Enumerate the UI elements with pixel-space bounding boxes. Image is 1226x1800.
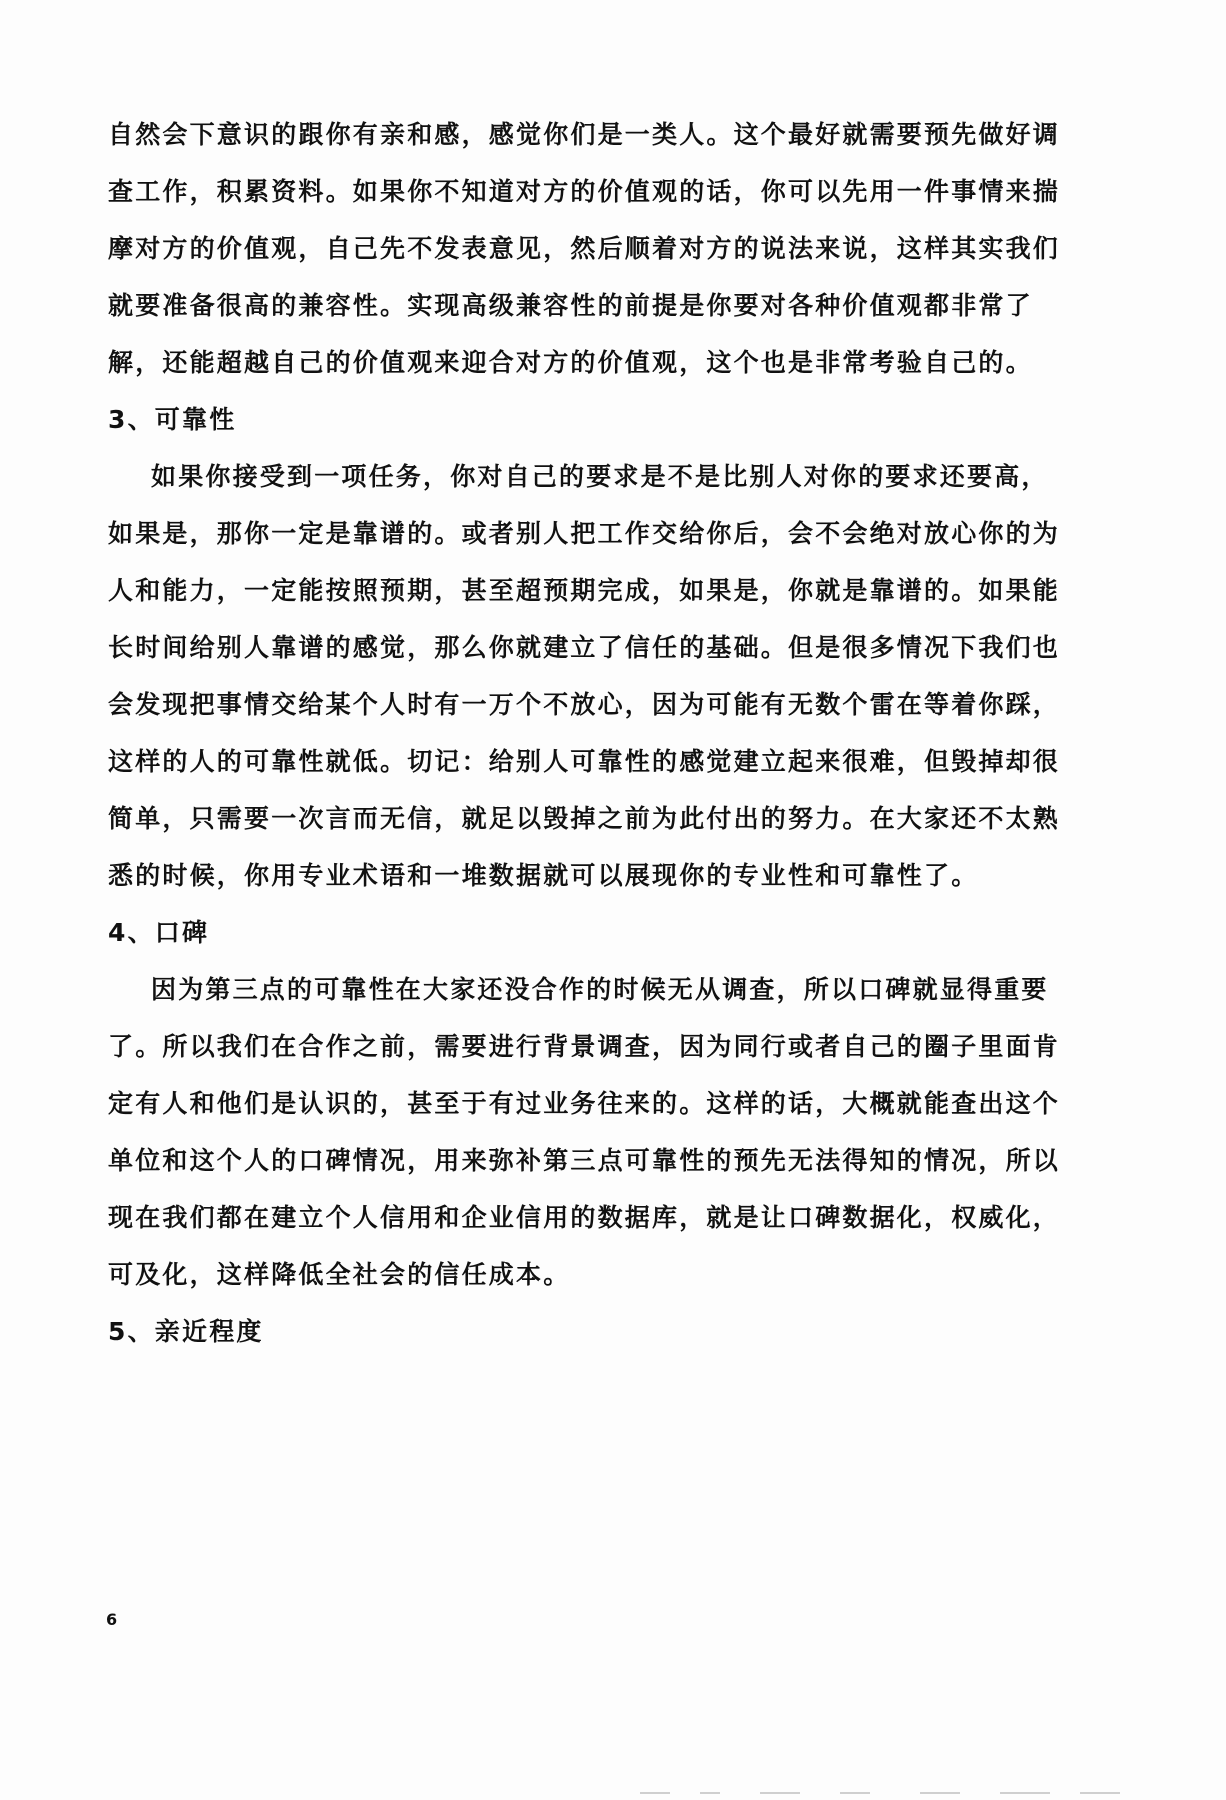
scan-artifact bbox=[640, 1792, 670, 1794]
paragraph-3-line-3: 定有人和他们是认识的，甚至于有过业务往来的。这样的话，大概就能查出这个 bbox=[108, 1089, 1061, 1118]
paragraph-3-line-2: 了。所以我们在合作之前，需要进行背景调查，因为同行或者自己的圈子里面肯 bbox=[108, 1032, 1061, 1061]
section-heading-5: 5、亲近程度 bbox=[108, 1317, 264, 1346]
scan-artifact bbox=[1000, 1792, 1050, 1794]
paragraph-2-line-8: 悉的时候，你用专业术语和一堆数据就可以展现你的专业性和可靠性了。 bbox=[108, 861, 979, 890]
paragraph-1-line-5: 解，还能超越自己的价值观来迎合对方的价值观，这个也是非常考验自己的。 bbox=[108, 348, 1033, 377]
paragraph-2-line-5: 会发现把事情交给某个人时有一万个不放心，因为可能有无数个雷在等着你踩， bbox=[108, 690, 1061, 719]
paragraph-2-line-7: 简单，只需要一次言而无信，就足以毁掉之前为此付出的努力。在大家还不太熟 bbox=[108, 804, 1061, 833]
paragraph-2-line-6: 这样的人的可靠性就低。切记：给别人可靠性的感觉建立起来很难，但毁掉却很 bbox=[108, 747, 1061, 776]
paragraph-3-line-4: 单位和这个人的口碑情况，用来弥补第三点可靠性的预先无法得知的情况，所以 bbox=[108, 1146, 1061, 1175]
paragraph-2-line-2: 如果是，那你一定是靠谱的。或者别人把工作交给你后，会不会绝对放心你的为 bbox=[108, 519, 1061, 548]
paragraph-3-line-5: 现在我们都在建立个人信用和企业信用的数据库，就是让口碑数据化，权威化， bbox=[108, 1203, 1061, 1232]
paragraph-1-line-2: 查工作，积累资料。如果你不知道对方的价值观的话，你可以先用一件事情来揣 bbox=[108, 177, 1061, 206]
scan-artifact bbox=[1080, 1792, 1120, 1794]
section-heading-4: 4、口碑 bbox=[108, 918, 210, 947]
paragraph-2-line-3: 人和能力，一定能按照预期，甚至超预期完成，如果是，你就是靠谱的。如果能 bbox=[108, 576, 1061, 605]
paragraph-1-line-4: 就要准备很高的兼容性。实现高级兼容性的前提是你要对各种价值观都非常了 bbox=[108, 291, 1033, 320]
page-number: 6 bbox=[106, 1610, 118, 1629]
scan-artifact bbox=[700, 1792, 720, 1794]
section-heading-3: 3、可靠性 bbox=[108, 405, 237, 434]
scan-artifact bbox=[760, 1792, 800, 1794]
paragraph-3-line-6: 可及化，这样降低全社会的信任成本。 bbox=[108, 1260, 571, 1289]
paragraph-3-line-1: 因为第三点的可靠性在大家还没合作的时候无从调查，所以口碑就显得重要 bbox=[151, 975, 1049, 1004]
scan-artifact bbox=[840, 1792, 870, 1794]
scan-artifact bbox=[920, 1792, 960, 1794]
paragraph-2-line-1: 如果你接受到一项任务，你对自己的要求是不是比别人对你的要求还要高， bbox=[151, 462, 1049, 491]
paragraph-2-line-4: 长时间给别人靠谱的感觉，那么你就建立了信任的基础。但是很多情况下我们也 bbox=[108, 633, 1061, 662]
paragraph-1-line-1: 自然会下意识的跟你有亲和感，感觉你们是一类人。这个最好就需要预先做好调 bbox=[108, 120, 1061, 149]
paragraph-1-line-3: 摩对方的价值观，自己先不发表意见，然后顺着对方的说法来说，这样其实我们 bbox=[108, 234, 1061, 263]
